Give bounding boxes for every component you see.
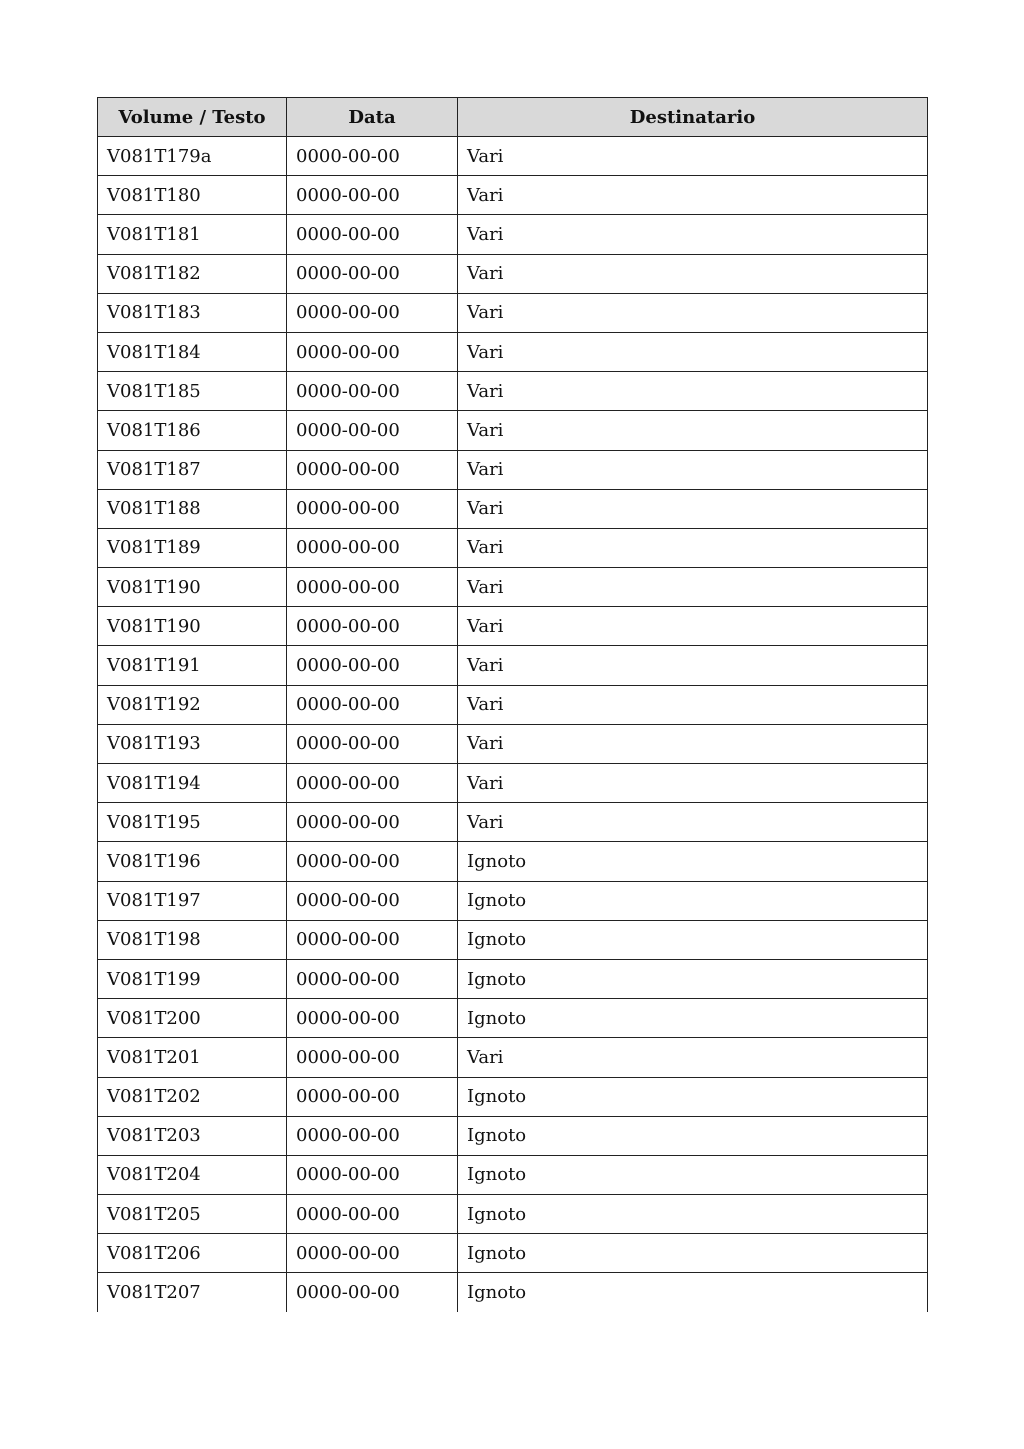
volume-testo-cell: V081T201	[98, 1038, 287, 1077]
volume-testo-cell: V081T190	[98, 568, 287, 607]
volume-testo-cell: V081T203	[98, 1116, 287, 1155]
data-cell: 0000-00-00	[287, 803, 458, 842]
table-row	[98, 959, 928, 998]
table-row	[98, 1116, 928, 1155]
data-cell: 0000-00-00	[287, 1234, 458, 1273]
column-header-volume-testo: Volume / Testo	[98, 98, 287, 137]
data-cell: 0000-00-00	[287, 176, 458, 215]
volume-testo-cell: V081T189	[98, 528, 287, 567]
data-cell: 0000-00-00	[287, 959, 458, 998]
destinatario-cell: Vari	[458, 254, 928, 293]
destinatario-cell: Vari	[458, 528, 928, 567]
data-cell: 0000-00-00	[287, 646, 458, 685]
column-header-data: Data	[287, 98, 458, 137]
destinatario-cell: Ignoto	[458, 1155, 928, 1194]
destinatario-cell: Vari	[458, 764, 928, 803]
table-row	[98, 528, 928, 567]
volume-testo-cell: V081T182	[98, 254, 287, 293]
data-cell: 0000-00-00	[287, 685, 458, 724]
destinatario-cell: Vari	[458, 803, 928, 842]
destinatario-cell: Vari	[458, 685, 928, 724]
destinatario-cell: Vari	[458, 411, 928, 450]
table-body	[98, 137, 928, 1313]
destinatario-cell: Vari	[458, 724, 928, 763]
data-cell: 0000-00-00	[287, 920, 458, 959]
volume-testo-cell: V081T191	[98, 646, 287, 685]
volume-testo-cell: V081T187	[98, 450, 287, 489]
table-row	[98, 489, 928, 528]
volume-testo-cell: V081T192	[98, 685, 287, 724]
destinatario-cell: Vari	[458, 332, 928, 371]
table-row	[98, 254, 928, 293]
volume-testo-cell: V081T180	[98, 176, 287, 215]
table-row	[98, 920, 928, 959]
column-header-destinatario: Destinatario	[458, 98, 928, 137]
data-cell: 0000-00-00	[287, 293, 458, 332]
data-cell: 0000-00-00	[287, 1273, 458, 1312]
volume-testo-cell: V081T185	[98, 372, 287, 411]
data-cell: 0000-00-00	[287, 332, 458, 371]
data-cell: 0000-00-00	[287, 1116, 458, 1155]
data-cell: 0000-00-00	[287, 724, 458, 763]
letters-table	[97, 97, 928, 1312]
table-row	[98, 1195, 928, 1234]
table-row	[98, 568, 928, 607]
destinatario-cell: Ignoto	[458, 999, 928, 1038]
volume-testo-cell: V081T196	[98, 842, 287, 881]
table-row	[98, 685, 928, 724]
table-row	[98, 215, 928, 254]
destinatario-cell: Vari	[458, 1038, 928, 1077]
table-row	[98, 999, 928, 1038]
destinatario-cell: Vari	[458, 607, 928, 646]
data-cell: 0000-00-00	[287, 1077, 458, 1116]
data-cell: 0000-00-00	[287, 372, 458, 411]
data-cell: 0000-00-00	[287, 568, 458, 607]
volume-testo-cell: V081T207	[98, 1273, 287, 1312]
destinatario-cell: Vari	[458, 137, 928, 176]
volume-testo-cell: V081T190	[98, 607, 287, 646]
table-row	[98, 646, 928, 685]
volume-testo-cell: V081T198	[98, 920, 287, 959]
volume-testo-cell: V081T183	[98, 293, 287, 332]
destinatario-cell: Ignoto	[458, 881, 928, 920]
table-row	[98, 293, 928, 332]
destinatario-cell: Vari	[458, 568, 928, 607]
table-row	[98, 137, 928, 176]
volume-testo-cell: V081T200	[98, 999, 287, 1038]
table-row	[98, 764, 928, 803]
data-cell: 0000-00-00	[287, 1155, 458, 1194]
data-cell: 0000-00-00	[287, 254, 458, 293]
destinatario-cell: Ignoto	[458, 1195, 928, 1234]
data-cell: 0000-00-00	[287, 528, 458, 567]
table-row	[98, 803, 928, 842]
volume-testo-cell: V081T188	[98, 489, 287, 528]
volume-testo-cell: V081T193	[98, 724, 287, 763]
table-row	[98, 372, 928, 411]
data-cell: 0000-00-00	[287, 1038, 458, 1077]
table-row	[98, 450, 928, 489]
destinatario-cell: Vari	[458, 215, 928, 254]
volume-testo-cell: V081T204	[98, 1155, 287, 1194]
header-row	[98, 98, 928, 137]
data-cell: 0000-00-00	[287, 1195, 458, 1234]
table-row	[98, 842, 928, 881]
destinatario-cell: Ignoto	[458, 842, 928, 881]
table-row	[98, 176, 928, 215]
destinatario-cell: Vari	[458, 176, 928, 215]
destinatario-cell: Ignoto	[458, 959, 928, 998]
table-row	[98, 1234, 928, 1273]
volume-testo-cell: V081T197	[98, 881, 287, 920]
volume-testo-cell: V081T184	[98, 332, 287, 371]
data-cell: 0000-00-00	[287, 881, 458, 920]
data-cell: 0000-00-00	[287, 842, 458, 881]
table-row	[98, 607, 928, 646]
data-cell: 0000-00-00	[287, 450, 458, 489]
destinatario-cell: Vari	[458, 489, 928, 528]
volume-testo-cell: V081T195	[98, 803, 287, 842]
volume-testo-cell: V081T181	[98, 215, 287, 254]
table-row	[98, 332, 928, 371]
destinatario-cell: Vari	[458, 293, 928, 332]
table-row	[98, 724, 928, 763]
volume-testo-cell: V081T194	[98, 764, 287, 803]
table-row	[98, 881, 928, 920]
data-cell: 0000-00-00	[287, 411, 458, 450]
destinatario-cell: Vari	[458, 646, 928, 685]
destinatario-cell: Ignoto	[458, 920, 928, 959]
volume-testo-cell: V081T205	[98, 1195, 287, 1234]
data-cell: 0000-00-00	[287, 764, 458, 803]
table-row	[98, 1155, 928, 1194]
volume-testo-cell: V081T186	[98, 411, 287, 450]
destinatario-cell: Ignoto	[458, 1077, 928, 1116]
volume-testo-cell: V081T202	[98, 1077, 287, 1116]
table-row	[98, 1273, 928, 1312]
destinatario-cell: Ignoto	[458, 1273, 928, 1312]
data-cell: 0000-00-00	[287, 999, 458, 1038]
destinatario-cell: Vari	[458, 450, 928, 489]
volume-testo-cell: V081T206	[98, 1234, 287, 1273]
destinatario-cell: Ignoto	[458, 1234, 928, 1273]
data-cell: 0000-00-00	[287, 607, 458, 646]
volume-testo-cell: V081T199	[98, 959, 287, 998]
table-row	[98, 1038, 928, 1077]
table-row	[98, 411, 928, 450]
destinatario-cell: Vari	[458, 372, 928, 411]
data-cell: 0000-00-00	[287, 215, 458, 254]
table-row	[98, 1077, 928, 1116]
volume-testo-cell: V081T179a	[98, 137, 287, 176]
data-cell: 0000-00-00	[287, 489, 458, 528]
destinatario-cell: Ignoto	[458, 1116, 928, 1155]
table-header	[98, 98, 928, 137]
data-cell: 0000-00-00	[287, 137, 458, 176]
